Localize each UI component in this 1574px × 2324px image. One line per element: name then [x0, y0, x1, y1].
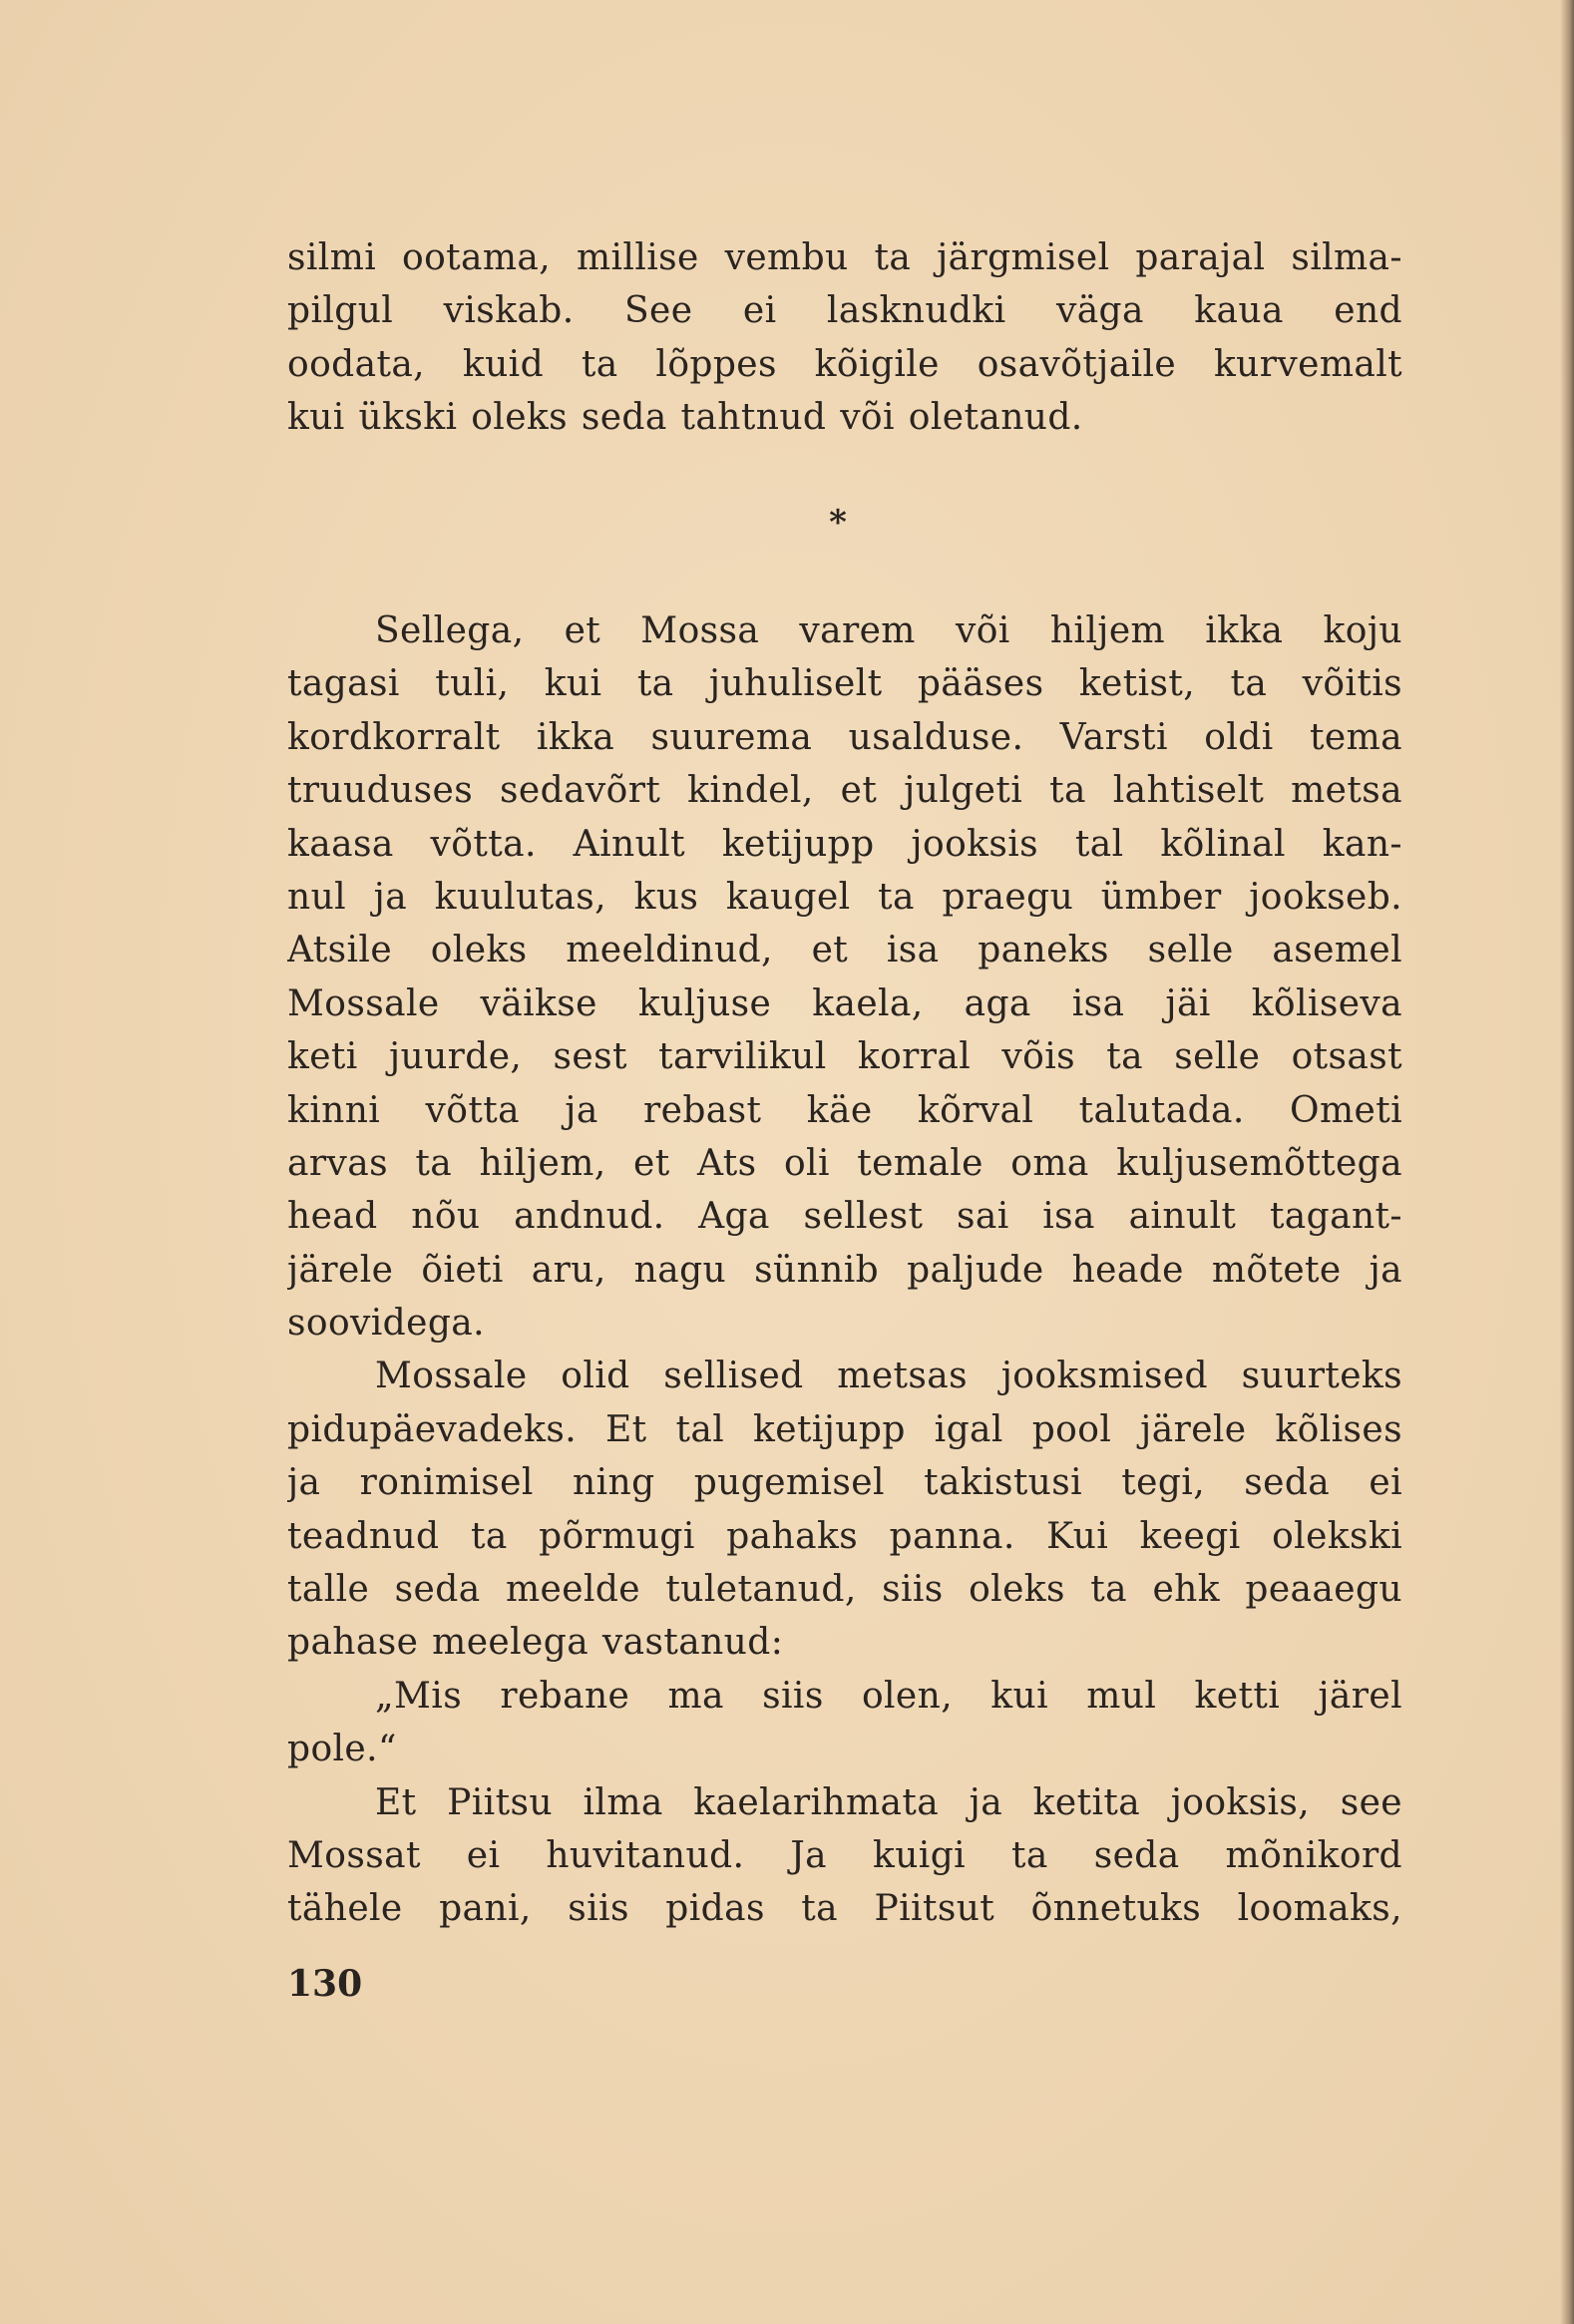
- text-line: „Mis rebane ma siis olen, kui mul ketti järel: [375, 1675, 1402, 1717]
- text-line: pole.“: [287, 1729, 397, 1770]
- text-line: teadnud ta põrmugi pahaks panna. Kui keegi olekski: [287, 1515, 1402, 1557]
- page-edge-shadow: [1560, 0, 1574, 2324]
- text-line: tähele pani, siis pidas ta Piitsut õnnetuks loomaks,: [287, 1888, 1402, 1930]
- text-line: Mossale väikse kuljuse kaela, aga isa jäi kõliseva: [287, 982, 1402, 1024]
- text-line: Mossale olid sellised metsas jooksmised suurteks: [375, 1356, 1402, 1397]
- text-line: Sellega, et Mossa varem või hiljem ikka koju: [375, 610, 1402, 651]
- section-separator: *: [829, 503, 847, 543]
- text-line: pidupäevadeks. Et tal ketijupp igal pool järele kõlises: [287, 1408, 1402, 1450]
- text-line: truuduses sedavõrt kindel, et julgeti ta lahtiselt metsa: [287, 770, 1402, 812]
- text-line: arvas ta hiljem, et Ats oli temale oma kuljusemõttega: [287, 1142, 1402, 1184]
- text-line: Mossat ei huvitanud. Ja kuigi ta seda mõnikord: [287, 1834, 1402, 1876]
- text-line: keti juurde, sest tarvilikul korral võis ta selle otsast: [287, 1036, 1402, 1078]
- text-line: järele õieti aru, nagu sünnib paljude heade mõtete ja: [287, 1249, 1402, 1291]
- text-line: oodata, kuid ta lõppes kõigile osavõtjaile kurvemalt: [287, 343, 1402, 385]
- text-line: Atsile oleks meeldinud, et isa paneks selle asemel: [287, 930, 1402, 971]
- paragraph-block-top: [287, 231, 1402, 445]
- text-line: ja ronimisel ning pugemisel takistusi tegi, seda ei: [287, 1462, 1402, 1504]
- text-line: nul ja kuulutas, kus kaugel ta praegu ümber jookseb.: [287, 876, 1402, 918]
- text-line: tagasi tuli, kui ta juhuliselt pääses ketist, ta võitis: [287, 663, 1402, 705]
- text-line: kaasa võtta. Ainult ketijupp jooksis tal kõlinal kan-: [287, 823, 1402, 865]
- page-number: 130: [287, 1963, 363, 2005]
- text-line: kordkorralt ikka suurema usalduse. Varsti oldi tema: [287, 716, 1402, 758]
- text-line: talle seda meelde tuletanud, siis oleks ta ehk peaaegu: [287, 1569, 1402, 1611]
- text-line: pilgul viskab. See ei lasknudki väga kaua end: [287, 290, 1402, 332]
- text-line: soovidega.: [287, 1303, 485, 1345]
- text-line: Et Piitsu ilma kaelarihmata ja ketita jooksis, see: [375, 1781, 1402, 1823]
- text-line: pahase meelega vastanud:: [287, 1622, 784, 1664]
- text-line: kinni võtta ja rebast käe kõrval talutada. Ometi: [287, 1089, 1402, 1131]
- text-line: head nõu andnud. Aga sellest sai isa ainult tagant-: [287, 1196, 1402, 1238]
- text-line: silmi ootama, millise vembu ta järgmisel parajal silma-: [287, 237, 1402, 278]
- text-line: kui ükski oleks seda tahtnud või oletanud.: [287, 397, 1083, 439]
- paragraph-block-main: [287, 604, 1402, 1936]
